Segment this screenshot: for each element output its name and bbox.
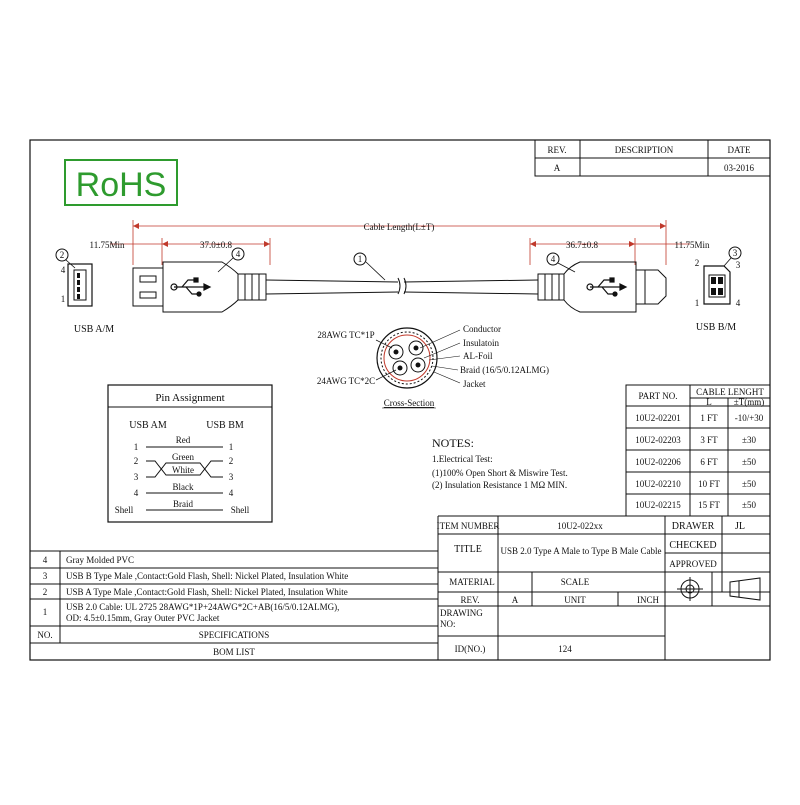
id-label: ID(NO.) — [454, 644, 486, 654]
wire-red: Red — [175, 435, 191, 445]
cross-section-24awg: 24AWG TC*2C — [316, 376, 376, 386]
pin-a-3: 3 — [133, 472, 139, 482]
checked-label: CHECKED — [669, 540, 717, 551]
bom-row-2-no: 2 — [42, 587, 48, 597]
scale-label: SCALE — [560, 577, 590, 587]
part-row-3-t: ±50 — [742, 457, 756, 467]
rev-header: REV. — [547, 145, 567, 155]
part-row-5-no: 10U2-02215 — [635, 500, 681, 510]
part-row-3-l: 6 FT — [700, 457, 718, 467]
usb-b-pin-4: 4 — [735, 298, 741, 308]
t-header: ±T(mm) — [733, 397, 765, 407]
layer-conductor: Conductor — [463, 324, 501, 334]
callout-4-right: 4 — [550, 254, 556, 264]
drawer-value: JL — [735, 521, 745, 532]
title-block — [438, 516, 770, 660]
wire-black: Black — [172, 482, 194, 492]
pin-a-4: 4 — [133, 488, 139, 498]
pin-a-shell: Shell — [114, 505, 134, 515]
item-number-label: ITEM NUMBER — [436, 521, 500, 531]
drawer-label: DRAWER — [671, 521, 715, 532]
part-row-2-l: 3 FT — [700, 435, 718, 445]
notes-line-1: 1.Electrical Test: — [432, 454, 493, 464]
cable-assembly — [133, 262, 666, 312]
unit-value: INCH — [637, 595, 659, 605]
callouts — [56, 247, 741, 280]
part-row-5-t: ±50 — [742, 500, 756, 510]
notes — [432, 436, 568, 490]
rev-label: REV. — [460, 595, 480, 605]
cable-length-dim: Cable Length(L±T) — [363, 222, 435, 232]
date-value: 03-2016 — [724, 163, 754, 173]
usb-a-front-view — [61, 264, 115, 335]
unit-label: UNIT — [564, 595, 586, 605]
item-number-value: 10U2-022xx — [557, 521, 603, 531]
part-row-2-no: 10U2-02203 — [635, 435, 681, 445]
pin-b-4: 4 — [228, 488, 234, 498]
bom-table-text — [37, 555, 348, 657]
rev-value: A — [553, 163, 561, 173]
layer-braid: Braid (16/5/0.12ALMG) — [460, 365, 549, 375]
notes-title: NOTES: — [432, 436, 474, 450]
bom-row-3-no: 3 — [42, 571, 48, 581]
left-min-dim: 11.75Min — [89, 240, 125, 250]
usb-a-pin-1: 1 — [60, 294, 66, 304]
cable-length-header: CABLE LENGHT — [696, 387, 764, 397]
pin-a-1: 1 — [133, 442, 139, 452]
usb-logo-icon — [587, 278, 626, 296]
approved-label: APPROVED — [669, 559, 717, 569]
part-row-5-l: 15 FT — [698, 500, 720, 510]
drawing-no-label-1: DRAWING — [440, 608, 483, 618]
part-row-1-t: -10/+30 — [734, 413, 764, 423]
projection-symbol-icon — [677, 577, 760, 601]
right-min-dim: 11.75Min — [674, 240, 710, 250]
callout-4-left: 4 — [235, 249, 241, 259]
bom-list-footer: BOM LIST — [213, 647, 255, 657]
pin-assignment-box — [108, 385, 272, 522]
wire-white: White — [172, 465, 194, 475]
bom-header-spec: SPECIFICATIONS — [198, 630, 270, 640]
l-header: L — [706, 397, 712, 407]
wire-green: Green — [172, 452, 194, 462]
rohs-label: RoHS — [75, 166, 167, 204]
usb-b-pin-3: 3 — [735, 260, 741, 270]
layer-jacket: Jacket — [463, 379, 486, 389]
right-length-dim: 36.7±0.8 — [566, 240, 598, 250]
id-value: 124 — [558, 644, 572, 654]
wire-braid: Braid — [173, 499, 193, 509]
title-label: TITLE — [454, 544, 482, 555]
usb-logo-icon — [171, 278, 210, 296]
left-length-dim: 37.0±0.8 — [200, 240, 232, 250]
part-row-1-l: 1 FT — [700, 413, 718, 423]
part-row-4-l: 10 FT — [698, 479, 720, 489]
cross-section-28awg: 28AWG TC*1P — [317, 330, 375, 340]
usb-b-front-view — [695, 258, 741, 333]
cross-section-caption: Cross-Section — [383, 398, 435, 408]
part-row-1-no: 10U2-02201 — [635, 413, 681, 423]
notes-line-2: (1)100% Open Short & Miswire Test. — [432, 468, 568, 478]
description-header: DESCRIPTION — [614, 145, 674, 155]
callout-1: 1 — [357, 254, 363, 264]
layer-al-foil: AL-Foil — [463, 351, 493, 361]
bom-row-4-no: 4 — [42, 555, 48, 565]
rev-value-block: A — [511, 595, 519, 605]
usb-a-pin-4: 4 — [60, 265, 66, 275]
revision-block — [535, 140, 770, 176]
pin-col-usb-am: USB AM — [129, 420, 167, 431]
pin-assignment-title: Pin Assignment — [155, 392, 225, 404]
pin-b-2: 2 — [228, 456, 234, 466]
part-no-header: PART NO. — [638, 391, 678, 401]
part-row-4-t: ±50 — [742, 479, 756, 489]
pin-a-2: 2 — [133, 456, 139, 466]
part-number-table-text — [635, 387, 764, 510]
part-row-4-no: 10U2-02210 — [635, 479, 681, 489]
title-value: USB 2.0 Type A Male to Type B Male Cable — [500, 546, 662, 556]
rohs-logo — [65, 160, 177, 205]
bom-row-2-spec: USB A Type Male ,Contact:Gold Flash, Shell: Nickel Plated, Insulation White — [66, 587, 348, 597]
usb-b-pin-1: 1 — [694, 298, 700, 308]
notes-line-3: (2) Insulation Resistance 1 MΩ MIN. — [432, 480, 568, 490]
dimension-lines — [90, 220, 710, 265]
layer-insulation: Insulatoin — [463, 338, 499, 348]
pin-b-shell: Shell — [230, 505, 250, 515]
drawing-no-label-2: NO: — [440, 619, 456, 629]
usb-a-label: USB A/M — [73, 324, 115, 335]
bom-header-no: NO. — [37, 630, 53, 640]
bom-row-3-spec: USB B Type Male ,Contact:Gold Flash, Shell: Nickel Plated, Insulation White — [66, 571, 349, 581]
usb-b-label: USB B/M — [695, 322, 737, 333]
bom-row-1-no: 1 — [42, 607, 48, 617]
bom-row-1-spec-2: OD: 4.5±0.15mm, Gray Outer PVC Jacket — [66, 613, 220, 623]
bom-row-4-spec: Gray Molded PVC — [66, 555, 134, 565]
date-header: DATE — [727, 145, 751, 155]
part-row-2-t: ±30 — [742, 435, 756, 445]
pin-col-usb-bm: USB BM — [206, 420, 244, 431]
bom-row-1-spec: USB 2.0 Cable: UL 2725 28AWG*1P+24AWG*2C+AB(16/5/0.12ALMG), — [66, 602, 340, 612]
cable-cross-section — [317, 324, 549, 408]
pin-b-3: 3 — [228, 472, 234, 482]
part-row-3-no: 10U2-02206 — [635, 457, 681, 467]
usb-b-pin-2: 2 — [694, 258, 700, 268]
material-label: MATERIAL — [449, 577, 495, 587]
callout-2: 2 — [59, 250, 65, 260]
callout-3: 3 — [732, 248, 738, 258]
pin-b-1: 1 — [228, 442, 234, 452]
